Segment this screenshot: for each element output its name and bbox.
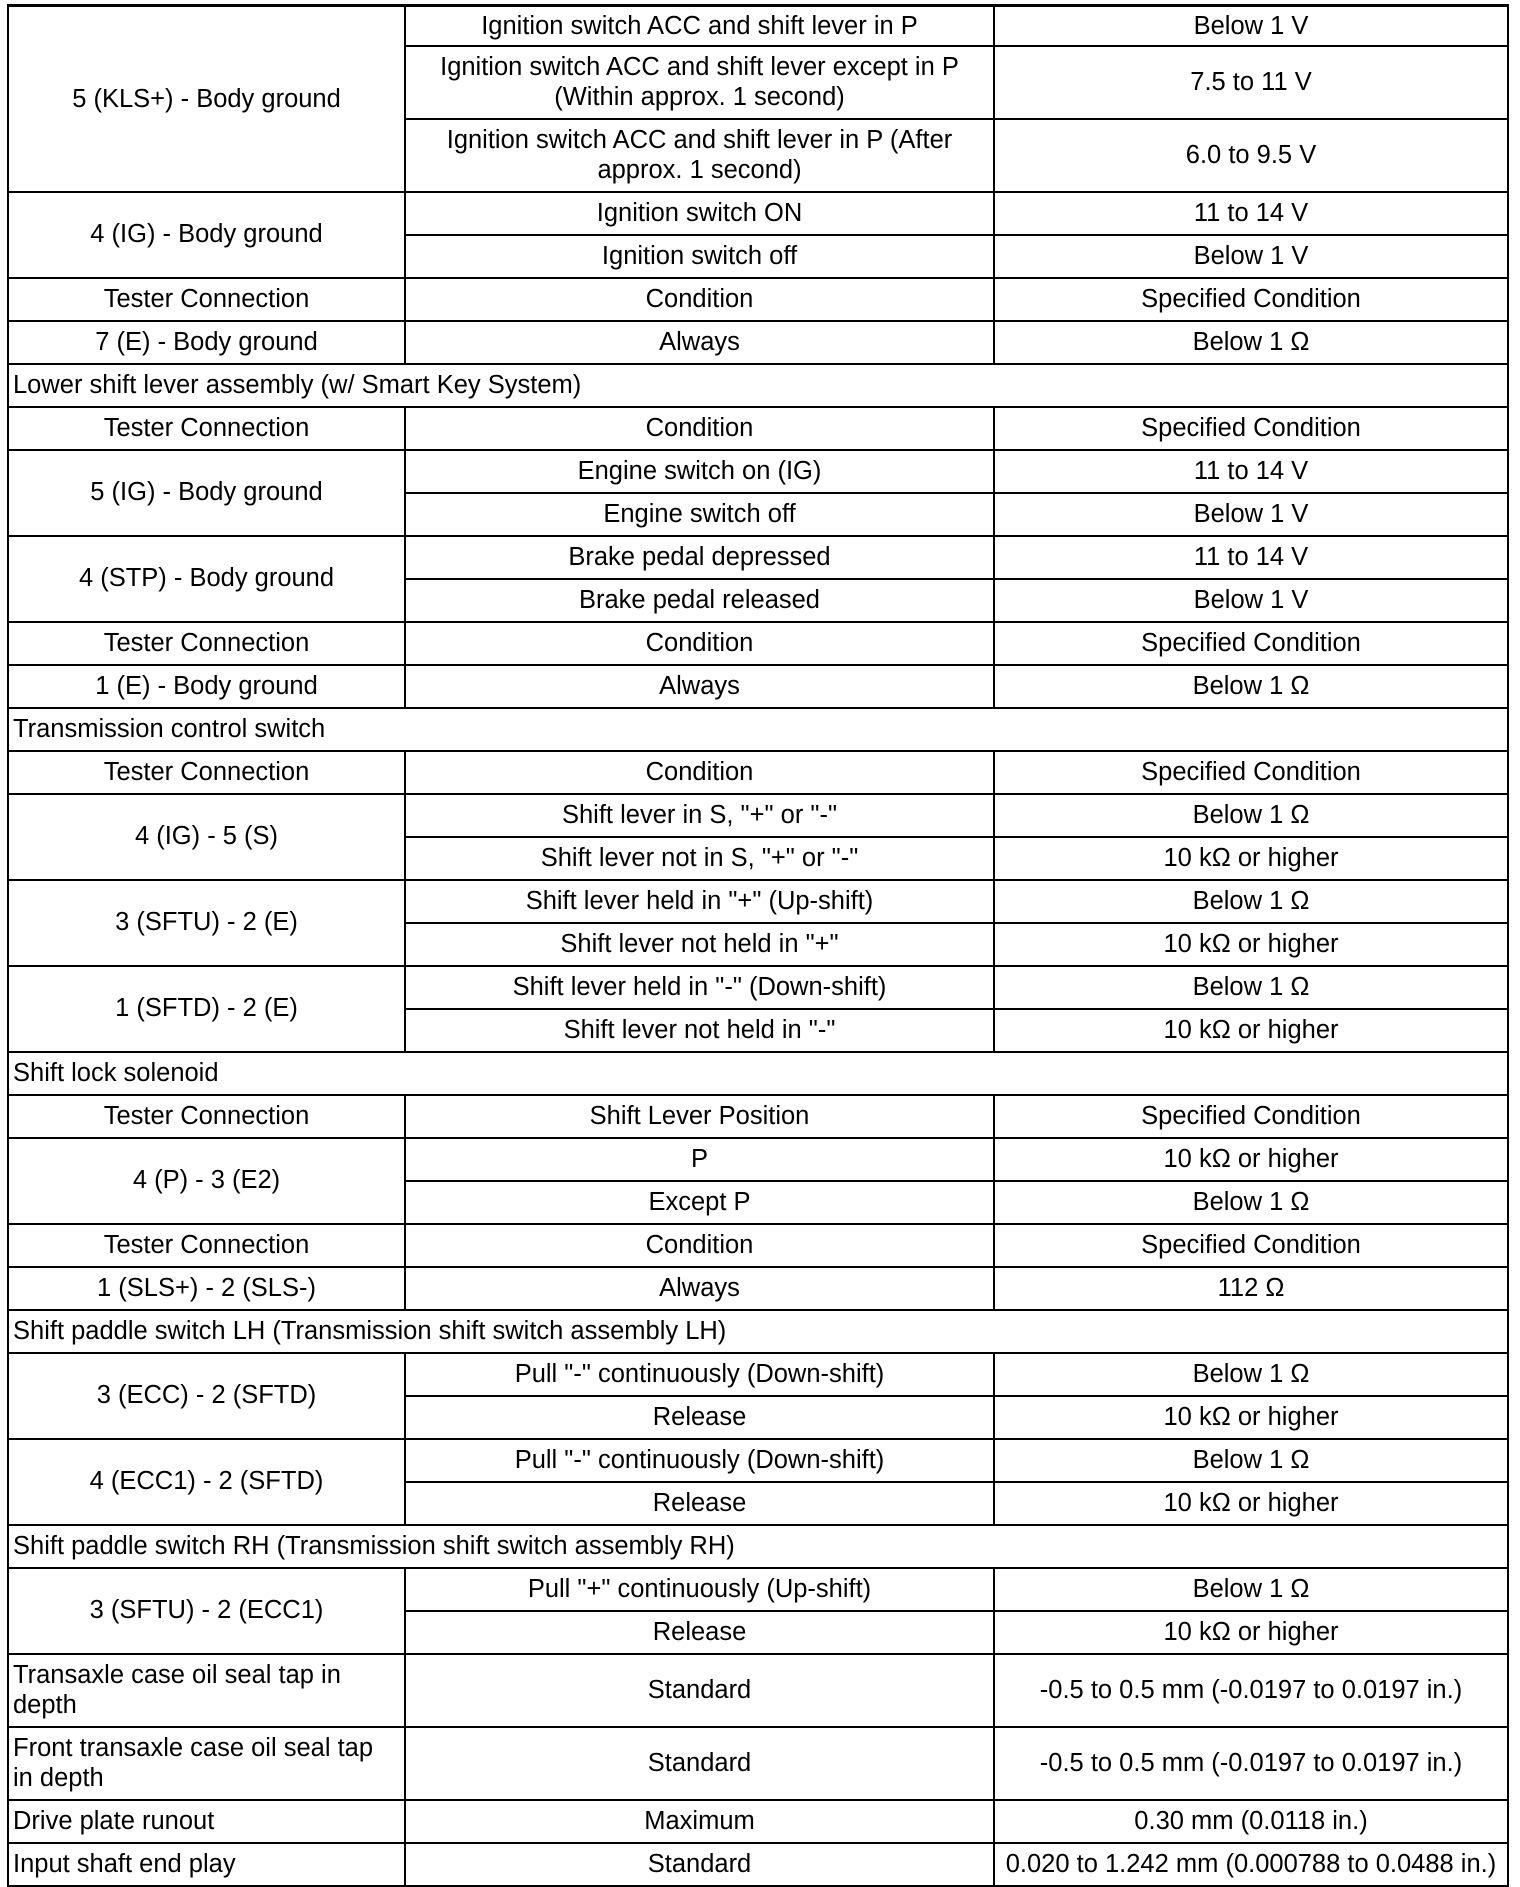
section-row bbox=[8, 1525, 1508, 1568]
condition-cell: Always bbox=[405, 665, 994, 708]
specified-condition-cell: 0.30 mm (0.0118 in.) bbox=[994, 1800, 1508, 1843]
tester-connection-cell: 3 (SFTU) - 2 (E) bbox=[8, 880, 405, 966]
header-condition: Condition bbox=[405, 1224, 994, 1267]
specified-condition-cell: Below 1 Ω bbox=[994, 665, 1508, 708]
section-title: Shift paddle switch LH (Transmission shift switch assembly LH) bbox=[8, 1310, 1508, 1353]
specified-condition-cell: 10 kΩ or higher bbox=[994, 1138, 1508, 1181]
tester-connection-cell: 7 (E) - Body ground bbox=[8, 321, 405, 364]
header-tester-connection: Tester Connection bbox=[8, 751, 405, 794]
specified-condition-cell: -0.5 to 0.5 mm (-0.0197 to 0.0197 in.) bbox=[994, 1727, 1508, 1800]
condition-cell: Always bbox=[405, 321, 994, 364]
specified-condition-cell: Below 1 V bbox=[994, 235, 1508, 278]
header-tester-connection: Tester Connection bbox=[8, 1095, 405, 1138]
tester-connection-cell: 5 (KLS+) - Body ground bbox=[8, 6, 405, 192]
condition-cell: Ignition switch ACC and shift lever except in P (Within approx. 1 second) bbox=[405, 46, 994, 119]
specified-condition-cell: Below 1 Ω bbox=[994, 321, 1508, 364]
specified-condition-cell: 112 Ω bbox=[994, 1267, 1508, 1310]
tester-connection-cell: 5 (IG) - Body ground bbox=[8, 450, 405, 536]
specified-condition-cell: -0.5 to 0.5 mm (-0.0197 to 0.0197 in.) bbox=[994, 1654, 1508, 1727]
condition-cell: Ignition switch ACC and shift lever in P (After approx. 1 second) bbox=[405, 119, 994, 192]
condition-cell: Brake pedal released bbox=[405, 579, 994, 622]
table-row bbox=[8, 794, 1508, 837]
specified-condition-cell: Below 1 Ω bbox=[994, 1439, 1508, 1482]
section-title: Lower shift lever assembly (w/ Smart Key System) bbox=[8, 364, 1508, 407]
condition-cell: Ignition switch ON bbox=[405, 192, 994, 235]
specified-condition-cell: 10 kΩ or higher bbox=[994, 837, 1508, 880]
table-row bbox=[8, 536, 1508, 579]
table-row bbox=[8, 665, 1508, 708]
section-row bbox=[8, 1310, 1508, 1353]
header-row bbox=[8, 1224, 1508, 1267]
header-specified-condition: Specified Condition bbox=[994, 751, 1508, 794]
specified-condition-cell: 10 kΩ or higher bbox=[994, 1396, 1508, 1439]
table-row bbox=[8, 1654, 1508, 1727]
specified-condition-cell: 6.0 to 9.5 V bbox=[994, 119, 1508, 192]
section-row bbox=[8, 364, 1508, 407]
condition-cell: Engine switch off bbox=[405, 493, 994, 536]
specified-condition-cell: Below 1 Ω bbox=[994, 1353, 1508, 1396]
header-row bbox=[8, 751, 1508, 794]
tester-connection-cell: 1 (SLS+) - 2 (SLS-) bbox=[8, 1267, 405, 1310]
header-tester-connection: Tester Connection bbox=[8, 622, 405, 665]
item-name-cell: Input shaft end play bbox=[8, 1843, 405, 1886]
section-row bbox=[8, 1052, 1508, 1095]
condition-cell: Standard bbox=[405, 1654, 994, 1727]
tester-connection-cell: 4 (IG) - 5 (S) bbox=[8, 794, 405, 880]
condition-cell: Pull "+" continuously (Up-shift) bbox=[405, 1568, 994, 1611]
section-row bbox=[8, 708, 1508, 751]
table-row bbox=[8, 1568, 1508, 1611]
tester-connection-cell: 4 (ECC1) - 2 (SFTD) bbox=[8, 1439, 405, 1525]
condition-cell: Pull "-" continuously (Down-shift) bbox=[405, 1353, 994, 1396]
condition-cell: Shift lever not in S, "+" or "-" bbox=[405, 837, 994, 880]
specification-table bbox=[7, 4, 1509, 1887]
header-condition: Condition bbox=[405, 407, 994, 450]
tester-connection-cell: 1 (E) - Body ground bbox=[8, 665, 405, 708]
condition-cell: Shift lever in S, "+" or "-" bbox=[405, 794, 994, 837]
condition-cell: Standard bbox=[405, 1843, 994, 1886]
specified-condition-cell: Below 1 V bbox=[994, 493, 1508, 536]
specified-condition-cell: 11 to 14 V bbox=[994, 192, 1508, 235]
header-specified-condition: Specified Condition bbox=[994, 1095, 1508, 1138]
header-specified-condition: Specified Condition bbox=[994, 407, 1508, 450]
table-row bbox=[8, 880, 1508, 923]
condition-cell: Brake pedal depressed bbox=[405, 536, 994, 579]
header-row bbox=[8, 407, 1508, 450]
condition-cell: Shift lever not held in "-" bbox=[405, 1009, 994, 1052]
table-row bbox=[8, 1727, 1508, 1800]
item-name-cell: Front transaxle case oil seal tap in depth bbox=[8, 1727, 405, 1800]
header-row bbox=[8, 622, 1508, 665]
tester-connection-cell: 4 (IG) - Body ground bbox=[8, 192, 405, 278]
table-row bbox=[8, 1267, 1508, 1310]
condition-cell: Shift lever not held in "+" bbox=[405, 923, 994, 966]
tester-connection-cell: 1 (SFTD) - 2 (E) bbox=[8, 966, 405, 1052]
table-row bbox=[8, 1353, 1508, 1396]
specified-condition-cell: Below 1 V bbox=[994, 6, 1508, 46]
header-condition: Condition bbox=[405, 278, 994, 321]
tester-connection-cell: 4 (STP) - Body ground bbox=[8, 536, 405, 622]
table-row bbox=[8, 1800, 1508, 1843]
specified-condition-cell: Below 1 Ω bbox=[994, 794, 1508, 837]
table-row bbox=[8, 966, 1508, 1009]
section-title: Transmission control switch bbox=[8, 708, 1508, 751]
table-row bbox=[8, 1843, 1508, 1886]
section-title: Shift paddle switch RH (Transmission shift switch assembly RH) bbox=[8, 1525, 1508, 1568]
header-condition: Condition bbox=[405, 622, 994, 665]
specified-condition-cell: Below 1 Ω bbox=[994, 966, 1508, 1009]
tester-connection-cell: 3 (SFTU) - 2 (ECC1) bbox=[8, 1568, 405, 1654]
header-specified-condition: Specified Condition bbox=[994, 622, 1508, 665]
condition-cell: Shift lever held in "-" (Down-shift) bbox=[405, 966, 994, 1009]
specified-condition-cell: 10 kΩ or higher bbox=[994, 1482, 1508, 1525]
tester-connection-cell: 3 (ECC) - 2 (SFTD) bbox=[8, 1353, 405, 1439]
header-specified-condition: Specified Condition bbox=[994, 1224, 1508, 1267]
table-row bbox=[8, 192, 1508, 235]
specified-condition-cell: 10 kΩ or higher bbox=[994, 1611, 1508, 1654]
specified-condition-cell: Below 1 Ω bbox=[994, 1181, 1508, 1224]
specified-condition-cell: Below 1 V bbox=[994, 579, 1508, 622]
specified-condition-cell: 10 kΩ or higher bbox=[994, 1009, 1508, 1052]
specified-condition-cell: 0.020 to 1.242 mm (0.000788 to 0.0488 in.) bbox=[994, 1843, 1508, 1886]
condition-cell: Shift lever held in "+" (Up-shift) bbox=[405, 880, 994, 923]
tester-connection-cell: 4 (P) - 3 (E2) bbox=[8, 1138, 405, 1224]
header-tester-connection: Tester Connection bbox=[8, 278, 405, 321]
header-row bbox=[8, 278, 1508, 321]
header-shift-lever-position: Shift Lever Position bbox=[405, 1095, 994, 1138]
condition-cell: Ignition switch off bbox=[405, 235, 994, 278]
condition-cell: Except P bbox=[405, 1181, 994, 1224]
specified-condition-cell: Below 1 Ω bbox=[994, 1568, 1508, 1611]
condition-cell: Standard bbox=[405, 1727, 994, 1800]
condition-cell: Release bbox=[405, 1482, 994, 1525]
header-specified-condition: Specified Condition bbox=[994, 278, 1508, 321]
condition-cell: Pull "-" continuously (Down-shift) bbox=[405, 1439, 994, 1482]
item-name-cell: Drive plate runout bbox=[8, 1800, 405, 1843]
specified-condition-cell: 10 kΩ or higher bbox=[994, 923, 1508, 966]
header-condition: Condition bbox=[405, 751, 994, 794]
section-title: Shift lock solenoid bbox=[8, 1052, 1508, 1095]
condition-cell: Release bbox=[405, 1611, 994, 1654]
header-row bbox=[8, 1095, 1508, 1138]
specified-condition-cell: 7.5 to 11 V bbox=[994, 46, 1508, 119]
header-tester-connection: Tester Connection bbox=[8, 1224, 405, 1267]
specified-condition-cell: 11 to 14 V bbox=[994, 450, 1508, 493]
table-row bbox=[8, 6, 1508, 46]
condition-cell: Always bbox=[405, 1267, 994, 1310]
table-row bbox=[8, 450, 1508, 493]
condition-cell: Maximum bbox=[405, 1800, 994, 1843]
condition-cell: P bbox=[405, 1138, 994, 1181]
specified-condition-cell: 11 to 14 V bbox=[994, 536, 1508, 579]
header-tester-connection: Tester Connection bbox=[8, 407, 405, 450]
table-row bbox=[8, 1439, 1508, 1482]
item-name-cell: Transaxle case oil seal tap in depth bbox=[8, 1654, 405, 1727]
condition-cell: Release bbox=[405, 1396, 994, 1439]
condition-cell: Engine switch on (IG) bbox=[405, 450, 994, 493]
condition-cell: Ignition switch ACC and shift lever in P bbox=[405, 6, 994, 46]
table-row bbox=[8, 1138, 1508, 1181]
table-row bbox=[8, 321, 1508, 364]
specified-condition-cell: Below 1 Ω bbox=[994, 880, 1508, 923]
